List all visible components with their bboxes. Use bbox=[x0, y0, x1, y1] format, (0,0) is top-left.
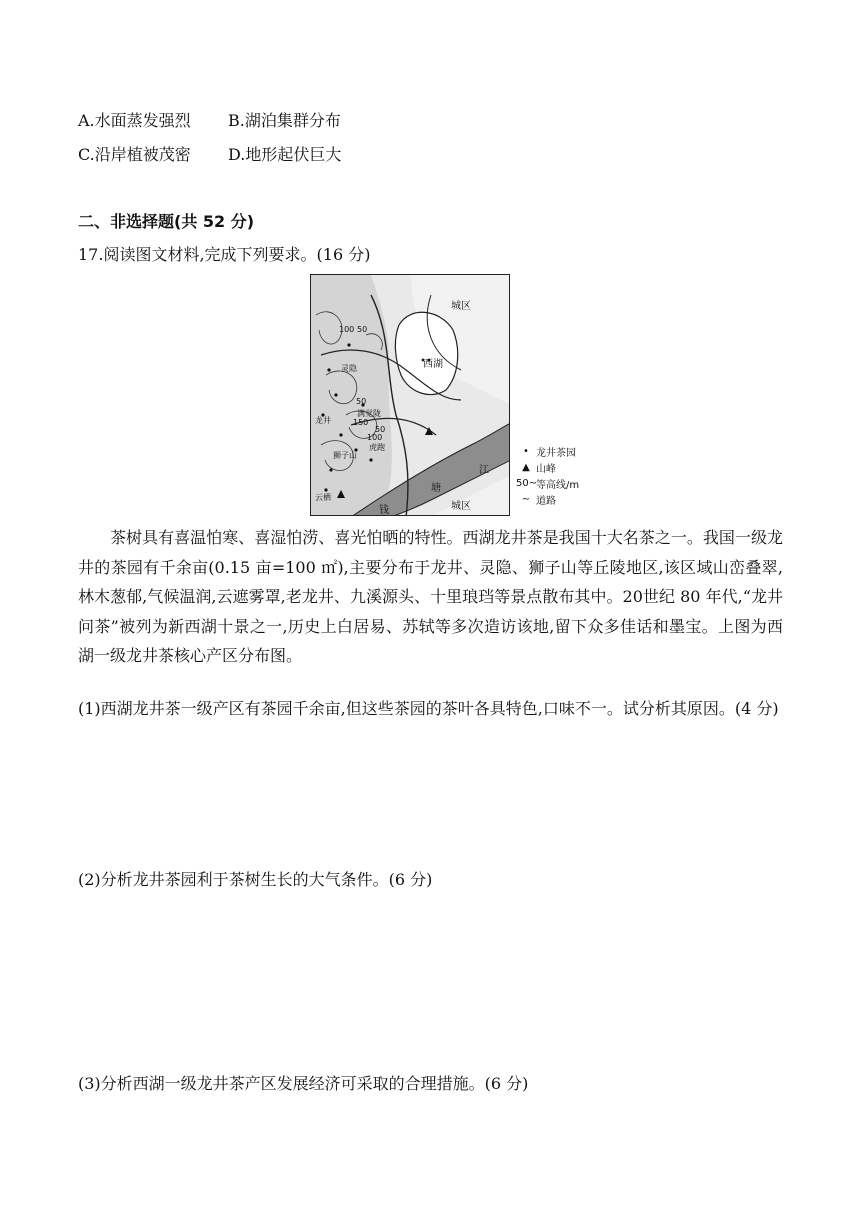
contour-label-100b: 100 bbox=[367, 433, 383, 442]
map-label-longjing: 龙井 bbox=[315, 416, 331, 425]
contour-label-150: 150 bbox=[353, 418, 369, 427]
option-a: A.水面蒸发强烈 bbox=[78, 111, 191, 130]
map-label-city-south: 城区 bbox=[451, 501, 471, 512]
road-icon: ∼ bbox=[521, 493, 531, 505]
map-label-manjuelong: 满觉陇 bbox=[357, 409, 381, 418]
peak-icon: ▲ bbox=[522, 461, 530, 473]
map-label-west-lake: 西湖 bbox=[423, 359, 443, 370]
contour-label-50a: 50 bbox=[357, 325, 368, 334]
contour-label-50c: 50 bbox=[375, 425, 386, 434]
legend-tea-garden: • 龙井茶园 bbox=[516, 444, 576, 458]
option-b: B.湖泊集群分布 bbox=[228, 111, 341, 130]
map-label-shizishan: 狮子山 bbox=[333, 451, 357, 460]
tea-region-map bbox=[310, 274, 510, 516]
material-paragraph: 茶树具有喜温怕寒、喜湿怕涝、喜光怕晒的特性。西湖龙井茶是我国十大名茶之一。我国一级龙井的茶园有千余亩(0.15 亩=100 ㎡),主要分布于龙井、灵隐、狮子山等丘陵地区,该区域山峦叠翠,林木葱郁,气候温润,云遮雾罩,老龙井、九溪源头、十里琅珰等景点散布其中。20世纪 80 年代,“龙井问茶”被列为新西湖十景之一,历史上白居易、苏轼等多次造访该地,留下众多佳话和墨宝。上图为西湖一级龙井茶核心产区分布图。 bbox=[78, 528, 783, 665]
legend-road: ∼ 道路 bbox=[516, 492, 556, 506]
sub-question-1: (1)西湖龙井茶一级产区有茶园千余亩,但这些茶园的茶叶各具特色,口味不一。试分析其原因。(4 分) bbox=[78, 699, 779, 718]
map-label-river-1: 江 bbox=[479, 465, 489, 476]
contour-icon: 50~ bbox=[516, 477, 538, 489]
sub-question-2: (2)分析龙井茶园利于茶树生长的大气条件。(6 分) bbox=[78, 870, 433, 889]
map-label-hupao: 虎跑 bbox=[369, 443, 385, 452]
map-label-yunqi: 云栖 bbox=[315, 493, 331, 502]
option-c: C.沿岸植被茂密 bbox=[78, 145, 191, 164]
contour-label-100a: 100 bbox=[339, 325, 355, 334]
map-figure bbox=[310, 274, 588, 516]
map-drawing bbox=[311, 275, 510, 516]
contour-label-50b: 50 bbox=[356, 397, 367, 406]
section-title: 二、非选择题(共 52 分) bbox=[78, 212, 255, 231]
legend-peak: ▲ 山峰 bbox=[516, 460, 556, 474]
map-label-river-2: 塘 bbox=[431, 483, 441, 494]
option-d: D.地形起伏巨大 bbox=[228, 145, 342, 164]
sub-question-3: (3)分析西湖一级龙井茶产区发展经济可采取的合理措施。(6 分) bbox=[78, 1074, 529, 1093]
question-17-stem: 17.阅读图文材料,完成下列要求。(16 分) bbox=[78, 245, 371, 264]
legend-contour: 50~ 等高线/m bbox=[516, 477, 580, 491]
tea-garden-icon: • bbox=[523, 445, 529, 457]
map-label-river-3: 钱 bbox=[379, 505, 389, 516]
map-label-city-north: 城区 bbox=[451, 301, 471, 312]
map-label-lingyin: 灵隐 bbox=[341, 364, 357, 373]
